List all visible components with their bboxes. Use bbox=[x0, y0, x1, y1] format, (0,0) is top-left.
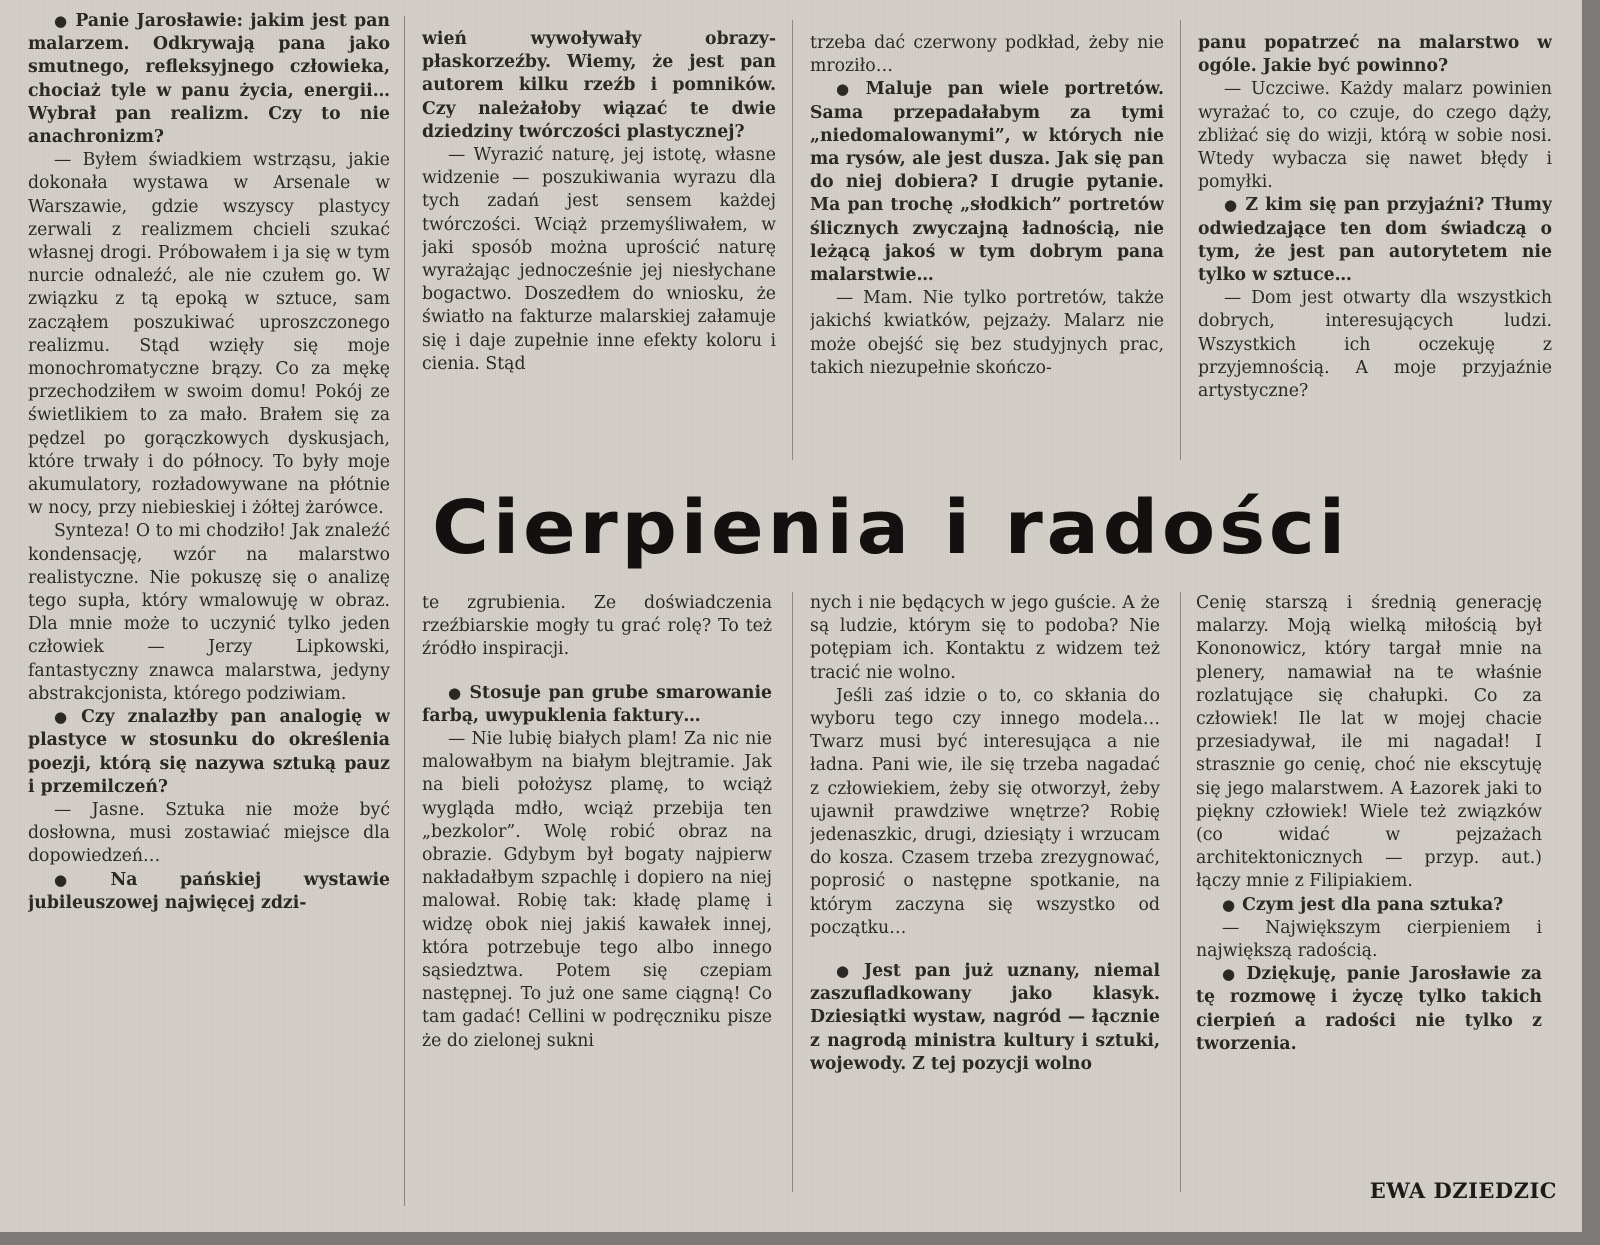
interview-paragraph: — Jasne. Sztuka nie może być dosłowna, musi zostawiać miejsce dla dopowiedzeń… bbox=[28, 799, 390, 867]
interview-paragraph: Cenię starszą i średnią generację malarzy. Moją wielką miłością był Kononowicz, który targał mnie na plenery, namawiał na te właśnie rozlatujące się chałupki. Co za człowiek! Ile lat w mojej chacie przesiadywał, ile mi nagadał! I strasznie go cenię, choć nie ekscytuję się jego malarstwem. A Łazorek jaki to piękny człowiek! Wiele też związków (co widać w pejzażach architektonicznych — przyp. aut.) łączy mnie z Filipiakiem. bbox=[1196, 593, 1542, 892]
article-column-3-upper bbox=[810, 32, 1164, 460]
column-rule bbox=[792, 20, 793, 460]
interview-question: ● Z kim się pan przyjaźni? Tłumy odwiedzające ten dom świadczą o tym, że jest pan autorytetem nie tylko w sztuce… bbox=[1198, 194, 1552, 287]
article-column-2-upper bbox=[422, 28, 776, 460]
interview-question: ● Dziękuję, panie Jarosławie za tę rozmowę i życzę tylko takich cierpień a radości nie tylko z tworzenia. bbox=[1196, 963, 1542, 1056]
interview-paragraph: — Mam. Nie tylko portretów, także jakichś kwiatków, pejzaży. Malarz nie może obejść się bez studyjnych prac, takich niezupełnie skończo- bbox=[810, 288, 1164, 378]
article-column-3-lower bbox=[810, 592, 1160, 1202]
interview-paragraph: — Wyrazić naturę, jej istotę, własne widzenie — poszukiwania wyrazu dla tych zadań jest sensem każdej twórczości. Wciąż przemyśliwałem, w jaki sposób można uprościć naturę wyrażając jednocześnie jej niesłychane bogactwo. Doszedłem do wniosku, że światło na fakturze malarskiej załamuje się i daje zupełnie inne efekty koloru i cienia. Stąd bbox=[422, 145, 776, 374]
interview-paragraph: — Byłem świadkiem wstrząsu, jakie dokonała wystawa w Arsenale w Warszawie, gdzie wszyscy plastycy zerwali z realizmem chcieli szukać własnej drogi. Próbowałem i ja się w tym nurcie odnaleźć, ale nie czułem go. W związku z tą epoką w sztuce, sam zacząłem poszukiwać uproszczonego realizmu. Stąd wzięły się moje monochromatyczne brązy. Co za mękę przechodziłem w swoim domu! Pokój ze świetlikiem to za mało. Brałem się za pędzel po gorączkowych dyskusjach, które trwały i do północy. To były moje akumulatory, rozładowywane na płótnie w nocy, przy niebieskiej i żółtej żarówce. bbox=[28, 150, 390, 519]
interview-question: ● Czy znalazłby pan analogię w plastyce w stosunku do określenia poezji, którą się nazywa sztuką pauz i przemilczeń? bbox=[28, 706, 390, 799]
interview-question: ● Panie Jarosławie: jakim jest pan malarzem. Odkrywają pana jako smutnego, refleksyjnego człowieka, chociaż tyle w panu życia, energii… Wybrał pan realizm. Czy to nie anachronizm? bbox=[28, 10, 390, 149]
interview-paragraph: te zgrubienia. Ze doświadczenia rzeźbiarskie mogły tu grać rolę? To też źródło inspiracji. bbox=[422, 593, 772, 660]
author-byline: EWA DZIEDZIC bbox=[1369, 1178, 1557, 1203]
interview-paragraph: — Dom jest otwarty dla wszystkich dobrych, interesujących ludzi. Wszystkich ich oczekuję z przyjemnością. A moje przyjaźnie artystyczne? bbox=[1198, 288, 1552, 402]
interview-paragraph: nych i nie będących w jego guście. A że są ludzie, którym się to podoba? Nie potępiam ich. Kontaktu z widzem też tracić nie wolno. bbox=[810, 593, 1160, 683]
article-column-4-upper bbox=[1198, 32, 1552, 460]
interview-paragraph: — Uczciwe. Każdy malarz powinien wyrażać to, co czuje, do czego dąży, zbliżać się do wizji, którą w sobie nosi. Wtedy wybacza się nawet błędy i pomyłki. bbox=[1198, 79, 1552, 193]
article-column-left bbox=[28, 10, 390, 1208]
article-column-4-lower bbox=[1196, 592, 1542, 1167]
column-rule bbox=[1180, 592, 1181, 1192]
column-rule bbox=[792, 592, 793, 1192]
interview-question: wień wywoływały obrazy-płaskorzeźby. Wiemy, że jest pan autorem kilku rzeźb i pomników. Czy należałoby wiązać te dwie dziedziny twórczości plastycznej? bbox=[422, 29, 776, 142]
column-rule bbox=[1180, 20, 1181, 460]
interview-question: panu popatrzeć na malarstwo w ogóle. Jakie być powinno? bbox=[1198, 33, 1552, 77]
interview-question: ● Jest pan już uznany, niemal zaszufladkowany jako klasyk. Dziesiątki wystaw, nagród — łącznie z nagrodą ministra kultury i sztuki, wojewody. Z tej pozycji wolno bbox=[810, 960, 1160, 1076]
interview-paragraph: trzeba dać czerwony podkład, żeby nie mroziło… bbox=[810, 33, 1164, 77]
interview-question: ● Stosuje pan grube smarowanie farbą, uwypuklenia faktury… bbox=[422, 682, 772, 728]
interview-paragraph: Synteza! O to mi chodziło! Jak znaleźć kondensację, wzór na malarstwo realistyczne. Nie pokuszę się o analizę tego supła, który wmalowuję w obraz. Dla mnie może to uczynić tylko jeden człowiek — Jerzy Lipkowski, fantastyczny znawca malarstwa, jedyny abstrakcjonista, którego podziwiam. bbox=[28, 521, 390, 704]
interview-question: ● Maluje pan wiele portretów. Sama przepadałabym za tymi „niedomalowanymi”, w których nie ma rysów, ale jest dusza. Jak się pan do niej dobiera? I drugie pytanie. Ma pan trochę „słodkich” portretów ślicznych zwyczajną ładnością, nie leżącą jakoś w tym dobrym pana malarstwie… bbox=[810, 78, 1164, 287]
article-column-2-lower bbox=[422, 592, 772, 1202]
interview-paragraph: — Nie lubię białych plam! Za nic nie malowałbym na białym blejtramie. Jak na bieli położysz plamę, to wciąż wygląda mdło, wciąż przebija ten „bezkolor”. Wolę robić obraz na obrazie. Gdybym był bogaty najpierw nakładałbym szpachlę i dopiero na niej malował. Robię tak: kładę plamę i widzę obok niej jakiś kawałek innej, która potrzebuje tego albo innego sąsiedztwa. Potem się czepiam następnej. To już one same ciągną! Co tam gadać! Cellini w podręczniku pisze że do zielonej sukni bbox=[422, 729, 772, 1051]
article-headline: Cierpienia i radości bbox=[432, 485, 1349, 571]
interview-question: ● Czym jest dla pana sztuka? bbox=[1196, 894, 1542, 917]
column-rule bbox=[404, 16, 405, 1206]
interview-question: ● Na pańskiej wystawie jubileuszowej najwięcej zdzi- bbox=[28, 869, 390, 915]
interview-paragraph: Jeśli zaś idzie o to, co skłania do wyboru tego czy innego modela… Twarz musi być interesująca a nie ładna. Pani wie, ile się trzeba nagadać z człowiekiem, żeby się otworzył, żeby ujawnił prawdziwe wnętrze? Robię jedenaszkic, drugi, dziesiąty i wrzucam do kosza. Czasem trzeba zrezygnować, poprosić o następne spotkanie, na którym zaczyna się wszystko od początku… bbox=[810, 685, 1160, 938]
interview-paragraph: — Największym cierpieniem i największą radością. bbox=[1196, 917, 1542, 962]
